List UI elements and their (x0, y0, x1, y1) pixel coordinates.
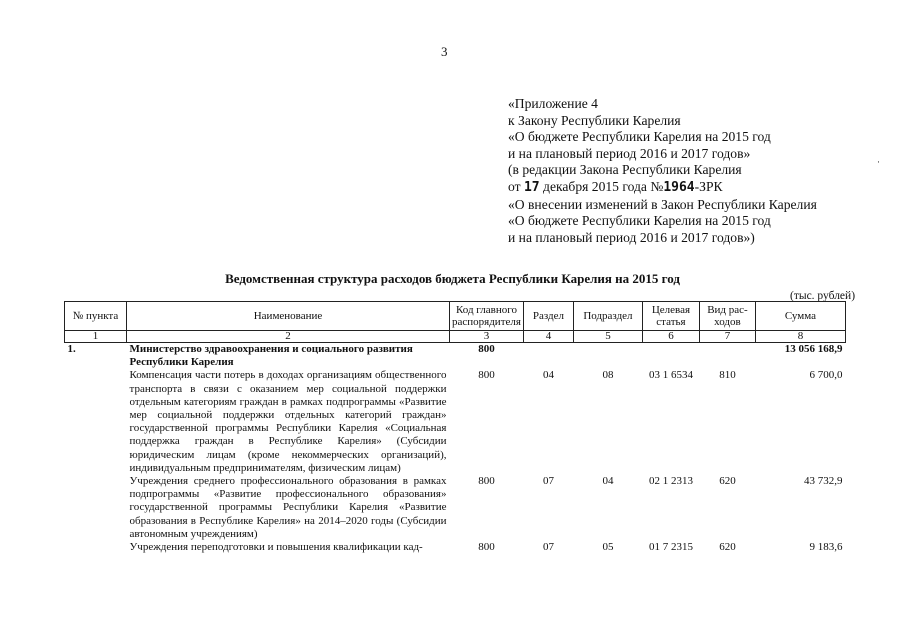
date-middle: декабря 2015 года № (539, 178, 664, 194)
table-row (65, 475, 846, 541)
cell-subsection (573, 343, 642, 370)
cell-sum: 9 183,6 (809, 541, 843, 554)
cell-code: 800 (478, 541, 495, 554)
cell-name: Учреждения среднего профессионального образования в рамках подпрограммы «Развитие профессионального образования» государственной программы Республики Карелия «Развитие образования в Республике Карелия» на 2014–2020 годы (Субсидии автономным учреждениям) (129, 475, 447, 540)
appendix-line: «О внесении изменений в Закон Республики Карелия (508, 196, 817, 212)
cell-type: 620 (719, 475, 736, 488)
appendix-header (508, 96, 817, 246)
cell-target (642, 343, 699, 370)
appendix-line: и на плановый период 2016 и 2017 годов») (508, 229, 755, 245)
cell-section: 04 (542, 369, 554, 382)
page-number: 3 (441, 44, 448, 59)
column-number: 6 (642, 331, 699, 343)
cell-item-number (65, 475, 127, 541)
column-number: 5 (573, 331, 642, 343)
header-sum: Сумма (755, 302, 845, 331)
cell-sum: 13 056 168,9 (784, 343, 843, 355)
cell-section (523, 343, 573, 370)
column-number: 1 (65, 331, 127, 343)
header-name: Наименование (127, 302, 450, 331)
header-code: Код главного распорядителя (450, 302, 524, 331)
table-row (65, 369, 846, 475)
cell-subsection: 08 (602, 369, 614, 382)
appendix-date-line (508, 179, 817, 197)
column-number: 4 (523, 331, 573, 343)
cell-sum: 43 732,9 (803, 475, 843, 488)
cell-sum: 6 700,0 (809, 369, 843, 382)
table-header-row (65, 302, 846, 331)
cell-target: 01 7 2315 (648, 541, 693, 554)
units-label: (тыс. рублей) (790, 290, 856, 302)
cell-item-number (65, 369, 127, 475)
appendix-line: (в редакции Закона Республики Карелия (508, 162, 742, 178)
margin-mark: · (877, 157, 880, 167)
handwritten-day: 17 (523, 179, 540, 195)
appendix-line: «Приложение 4 (508, 96, 598, 111)
column-number: 2 (127, 331, 450, 343)
handwritten-law-number: 1964 (663, 179, 695, 195)
cell-type: 810 (719, 369, 736, 382)
document-title: Ведомственная структура расходов бюджета Республики Карелия на 2015 год (225, 271, 680, 286)
cell-target: 03 1 6534 (648, 369, 693, 382)
cell-code: 800 (478, 343, 495, 355)
appendix-line: и на плановый период 2016 и 2017 годов» (508, 145, 751, 161)
cell-subsection: 04 (602, 475, 614, 488)
cell-item-number: 1. (67, 343, 76, 355)
date-prefix: от (508, 178, 524, 194)
column-number: 3 (450, 331, 524, 343)
header-item-number: № пункта (65, 302, 127, 331)
cell-section: 07 (542, 475, 554, 488)
column-number: 7 (699, 331, 755, 343)
header-target: Целевая статья (642, 302, 699, 331)
cell-name: Компенсация части потерь в доходах организациям общественного транспорта в связи с оказанием мер социальной поддержки отдельным категориям граждан в рамках подпрограммы «Развитие мер социальной поддержки отдельных категорий граждан» государственной программы Республики Карелия «Социальная поддержка граждан в Республике Карелия» (Субсидии юридическим лицам (кроме некоммерческих организаций), индивидуальным предпринимателям, физическим лицам) (129, 369, 447, 474)
date-suffix: -ЗРК (694, 178, 723, 194)
column-number-row (65, 331, 846, 343)
cell-target: 02 1 2313 (648, 475, 693, 488)
appendix-line: к Закону Республики Карелия (508, 112, 681, 128)
appendix-line: «О бюджете Республики Карелия на 2015 год (508, 213, 771, 229)
cell-section: 07 (542, 541, 554, 554)
cell-name: Учреждения переподготовки и повышения квалификации кад- (129, 541, 423, 554)
table-row (65, 541, 846, 554)
cell-subsection: 05 (602, 541, 614, 554)
cell-code: 800 (478, 475, 495, 488)
appendix-line: «О бюджете Республики Карелия на 2015 год (508, 129, 771, 145)
budget-table (64, 301, 846, 554)
column-number: 8 (755, 331, 845, 343)
cell-type (699, 343, 755, 370)
cell-code: 800 (478, 369, 495, 382)
header-subsection: Подраздел (573, 302, 642, 331)
header-type: Вид рас- ходов (699, 302, 755, 331)
table-row (65, 343, 846, 370)
cell-type: 620 (719, 541, 736, 554)
header-section: Раздел (523, 302, 573, 331)
cell-item-number (65, 541, 127, 554)
cell-name: Министерство здравоохранения и социального развития Республики Карелия (129, 343, 413, 369)
